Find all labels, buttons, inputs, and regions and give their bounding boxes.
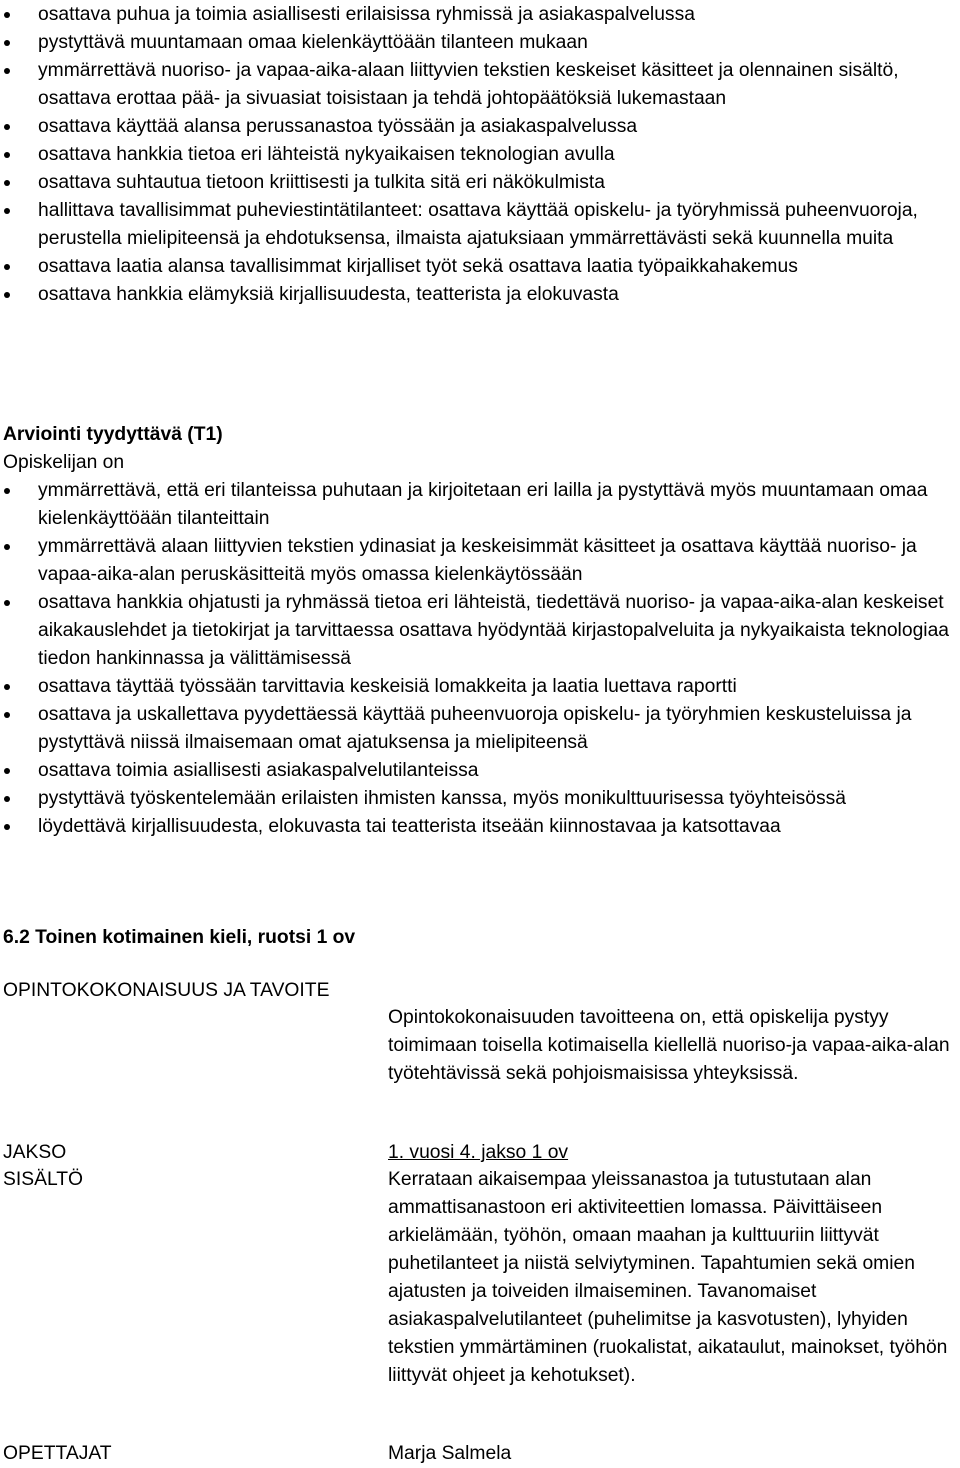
jakso-label: JAKSO	[3, 1142, 67, 1163]
section-heading: 6.2 Toinen kotimainen kieli, ruotsi 1 ov	[3, 927, 356, 948]
list-item: ymmärrettävä nuoriso- ja vapaa-aika-alaan liittyvien tekstien keskeiset käsitteet ja olennainen sisältö, osattava erottaa pää- ja sivuasiat toisistaan ja tehdä johtopäätöksiä lukemastaan	[0, 57, 955, 113]
list-item: pystyttävä työskentelemään erilaisten ihmisten kanssa, myös monikulttuurisessa työyhteisössä	[0, 785, 955, 813]
list-item: ymmärrettävä, että eri tilanteissa puhutaan ja kirjoitetaan eri lailla ja pystyttävä myös muuntamaan omaa kielenkäyttöään tilanteittain	[0, 477, 955, 533]
list-item: osattava toimia asiallisesti asiakaspalvelutilanteissa	[0, 757, 955, 785]
list-item: osattava hankkia ohjatusti ja ryhmässä tietoa eri lähteistä, tiedettävä nuoriso- ja vapaa-aika-alan keskeiset aikakauslehdet ja tietokirjat ja tarvittaessa osattava hyödyntää kirjastopalveluita ja nykyaikaista teknologiaa tiedon hankinnassa ja välittämisessä	[0, 589, 955, 673]
list-item: osattava hankkia tietoa eri lähteistä nykyaikaisen teknologian avulla	[0, 141, 955, 169]
list-item: osattava täyttää työssään tarvittavia keskeisiä lomakkeita ja laatia luettava raportti	[0, 673, 955, 701]
list-item: löydettävä kirjallisuudesta, elokuvasta tai teatterista itseään kiinnostavaa ja katsottavaa	[0, 813, 955, 841]
goals-bullet-list	[0, 1, 955, 309]
assessment-intro: Opiskelijan on	[3, 452, 125, 473]
list-item: osattava käyttää alansa perussanastoa työssään ja asiakaspalvelussa	[0, 113, 955, 141]
list-item: osattava suhtautua tietoon kriittisesti ja tulkita sitä eri näkökulmista	[0, 169, 955, 197]
assessment-bullet-list	[0, 477, 955, 841]
list-item: ymmärrettävä alaan liittyvien tekstien ydinasiat ja keskeisimmät käsitteet ja osattava käyttää nuoriso- ja vapaa-aika-alan peruskäsitteitä myös omassa kielenkäytössään	[0, 533, 955, 589]
block-heading: OPINTOKOKONAISUUS JA TAVOITE	[3, 980, 330, 1001]
jakso-value: 1. vuosi 4. jakso 1 ov	[388, 1142, 569, 1163]
list-item: osattava laatia alansa tavallisimmat kirjalliset työt sekä osattava laatia työpaikkahakemus	[0, 253, 955, 281]
sisalto-text: Kerrataan aikaisempaa yleissanastoa ja tutustutaan alan ammattisanastoon eri aktiviteettien lomassa. Päivittäiseen arkielämään, työhön, omaan maahan ja kulttuuriin liittyvät puhetilanteet ja niistä selviytyminen. Tapahtumien sekä omien ajatusten ja toiveiden ilmaiseminen. Tavanomaiset asiakaspalvelutilanteet (puhelimitse ja kasvotusten), lyhyiden tekstien ymmärtäminen (ruokalistat, aikataulut, mainokset, työhön liittyvät ohjeet ja kehotukset).	[388, 1169, 948, 1386]
assessment-heading: Arviointi tyydyttävä (T1)	[3, 424, 223, 445]
list-item: pystyttävä muuntamaan omaa kielenkäyttöään tilanteen mukaan	[0, 29, 955, 57]
list-item: hallittava tavallisimmat puheviestintätilanteet: osattava käyttää opiskelu- ja työryhmissä puheenvuoroja, perustella mielipiteensä ja ehdotuksensa, ilmaista ajatuksiaan ymmärrettävästi sekä kuunnella muita	[0, 197, 955, 253]
goal-text: Opintokokonaisuuden tavoitteena on, että opiskelija pystyy toimimaan toisella kotimaisella kiellellä nuoriso-ja vapaa-aika-alan työtehtävissä sekä pohjoismaisissa yhteyksissä.	[388, 1007, 950, 1084]
opettajat-label: OPETTAJAT	[3, 1443, 112, 1464]
list-item: osattava hankkia elämyksiä kirjallisuudesta, teatterista ja elokuvasta	[0, 281, 955, 309]
list-item: osattava puhua ja toimia asiallisesti erilaisissa ryhmissä ja asiakaspalvelussa	[0, 1, 955, 29]
list-item: osattava ja uskallettava pyydettäessä käyttää puheenvuoroja opiskelu- ja työryhmien keskusteluissa ja pystyttävä niissä ilmaisemaan omat ajatuksensa ja mielipiteensä	[0, 701, 955, 757]
sisalto-label: SISÄLTÖ	[3, 1169, 84, 1190]
opettajat-value: Marja Salmela	[388, 1443, 512, 1464]
